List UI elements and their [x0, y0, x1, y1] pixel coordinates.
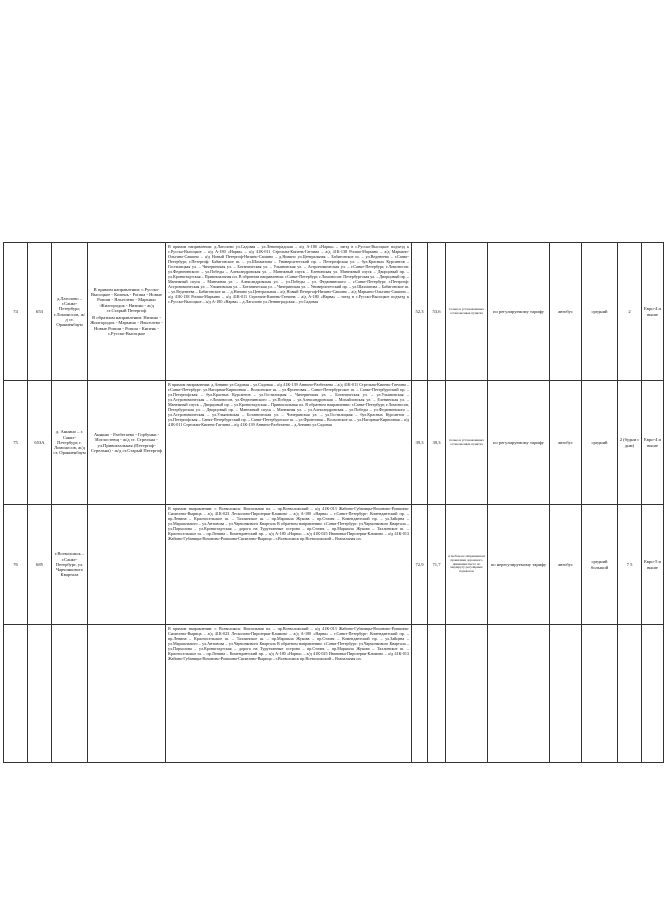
- table-row: [4, 625, 664, 763]
- length-forward: 72,9: [412, 505, 428, 625]
- length-forward: 52,3: [412, 243, 428, 381]
- vehicle-count: 2: [618, 243, 642, 381]
- path-reverse: В обратном направлении: г.Санкт-Петербург, г.Ломоносов: Петербургская ул. – Дворцовый пр. – Манежный спуск – Манежная ул. – Александровская ул. – ул.Победы – ул. Федюнинского – г.Санкт-Петербург, г.Петергоф: Астрономическая ул. – Ульяновская ул. – Ботаническая ул. – Чичеринская ул. – Университетский пр. – ул.Шахматова – Бабигонское ш. – ул.Веденеева – Бабигонское ш. – д.Низино ул.Центральная – а/д Новый Петергоф-Низино-Сашино – а/д Марьино-Ольгино-Сашино – а/д 41К-138 Ропша-Марьино – а/д 41К-011 Стрельна-Кипень-Гатчина – а/д А-180 «Нарва» – заезд в с.Русско-Высоцкое подъезд к с.Русско-Высоцкое – а/д А-180 «Нарва» – д.Лаголово ул.Ленинградская – ул.Садовая: [168, 273, 409, 304]
- row-number: 74: [4, 243, 28, 381]
- tariff: по регулируемому тарифу: [488, 243, 550, 381]
- route-number: [28, 625, 52, 763]
- vehicle-class: [582, 625, 618, 763]
- stops-cell: [88, 243, 166, 381]
- path-cell: [166, 243, 412, 381]
- length-reverse: 53,6: [428, 243, 446, 381]
- length-reverse: 39,3: [428, 381, 446, 505]
- vehicle-class: средний большой: [582, 505, 618, 625]
- boarding-order: [446, 625, 488, 763]
- vehicle-count: [618, 625, 642, 763]
- vehicle-count: 2 (будни с днм): [618, 381, 642, 505]
- vehicle-class: средний: [582, 381, 618, 505]
- length-forward: [412, 625, 428, 763]
- eco-class: Евро-4 и выше: [642, 381, 664, 505]
- route-number: 653: [28, 243, 52, 381]
- vehicle-class: средний: [582, 243, 618, 381]
- table-row: [4, 381, 664, 505]
- row-number: 75: [4, 381, 28, 505]
- route-name: д.Лаголово – г.Санкт-Петербург, г.Ломоносов, ж/д ст. Ораниенбаум: [52, 243, 88, 381]
- path-forward: В прямом направлении: д.Лаголово ул.Садовая – ул.Ленинградская – а/д А-180 «Нарва» – заезд в с.Русско-Высоцкое подъезд к с.Русско-Высоцкое – а/д А-180 «Нарва» – а/д 41К-011 Стрельна-Кипень-Гатчина – а/д 41К-138 Ропша-Марьино – а/д Марьино-Ольгино-Сашино – а/д Новый Петергоф-Низино-Сашино – д.Низино ул.Центральная – Бабигонское ш. – ул.Веденеева – г.Санкт-Петербург, г.Петергоф: Бабигонское ш. – ул.Шахматова – Университетский пр. – Петергофская ул. – бул.Красных Курсантов – Гостилицкая ул. – Чичеринская ул. – Ботаническая ул. – Ульяновская ул. – Астрономическая ул. – г.Санкт-Петербург, г.Ломоносов: ул.Федюнинского – ул.Победы – Александровская ул. – Манежный спуск – Еленинская ул. Манежный спуск – Дворцовый пр. – ул.Кронштадтская – Привокзальная пл.: [168, 244, 409, 279]
- eco-class: [642, 625, 664, 763]
- path-reverse: В обратном направлении: г.Санкт-Петербург, г.Ломоносов, Петербургская ул. – Дворцовый пр. – Манежный спуск – Манежная ул. – ул.Александровская – ул.Победы – ул.Федюнинского – ул.Астрономическая – ул.Ульяновская – Ботаническая ул. – Чичеринская ул. – ул.Гостилицкая – бул.Красных Курсантов – ул.Петергофская – Санкт-Петербургский пр. – Санкт-Петербургское ш. – ул.Фронтовая – Волхонское ш. – ул.Нагорная-Кирпичная – а/д 41К-011 Стрельна-Кипень-Гатчина – а/д 41К-139 Аннино-Разбегаево – д.Аннино ул.Садовая: [168, 401, 409, 427]
- tariff: по нерегулируемому тарифу: [488, 505, 550, 625]
- path-cell: [166, 381, 412, 505]
- path-forward: В прямом направлении: г. Всеволожск: Вокзальная пл. – пр.Всеволожский – а/д 41К-013 Жабино-Губаницы-Вохоново-Ропшина-Сяскелево-Вырица – а/д 41К-023 Лесколово-Пирозерки-Климово – а/д А-180 «Нарва» – г.Санкт-Петербург: Комендантский пр. – пр.Ленина – Красносельское ш. – Таллинское ш. – пр.Маршала Жукова – пр.Стачек – Комендантский пр. – ул.Зайцева – ул.Маршального – ул.Антонова – ул.Чарчонкового Квартала: [168, 626, 409, 646]
- boarding-order: только в установленных остановочных пунктах: [446, 381, 488, 505]
- tariff: по регулируемому тарифу: [488, 381, 550, 505]
- length-reverse: [428, 625, 446, 763]
- path-cell: [166, 505, 412, 625]
- routes-table: [3, 242, 664, 763]
- stops-cell: [88, 505, 166, 625]
- length-forward: 39,3: [412, 381, 428, 505]
- vehicle-type: [550, 625, 582, 763]
- row-number: 76: [4, 505, 28, 625]
- path-reverse: В обратном направлении: г.Санкт-Петербург: ул.Чарчонкового Квартала – ул.Пархолова – ул.Кронштадтская – дорога на Турухтанные острова – пр.Стачек – пр.Маршала Жукова – Таллинское ш. – Красносельское ш. – пр.Ленина – Комендантский пр. – а/д А-180 «Нарва» – а/д 41К-025 Ивановка-Пирозерки-Климово – а/д 41К-013 Жабино-Губаницы-Вохоново-Ропшина-Сяскелево-Вырица – г.Всеволожск пр.Всеволожский – Вокзальная пл.: [168, 640, 410, 661]
- vehicle-type: автобус: [550, 505, 582, 625]
- path-forward: В прямом направлении: д.Аннино ул.Садовая – ул.Садовая – а/д 41К-139 Аннино-Разбегаево – а/д 41К-011 Стрельна-Кипень-Гатчина – г.Санкт-Петербург: ул.Нагорная-Кирпичная – Волхонское ш. – ул.Фронтовая – Санкт-Петербургское ш. – Санкт-Петербургский пр. – ул.Петергофская – бул.Красных Курсантов – ул.Гостилицкая – Чичеринская ул. – Ботаническая ул. – ул.Ульяновская – ул.Астрономическая – г.Ломоносов, ул.Федюнинского – ул.Победы – ул.Александровская – Михайловская ул. – Еленинская ул. – Манежный спуск – Дворцовый пр. – ул.Кронштадтская – Привокзальная пл.: [168, 382, 409, 407]
- eco-class: Евро-4 и выше: [642, 243, 664, 381]
- path-reverse: В обратном направлении: г.Санкт-Петербург: ул.Чарчонкового Квартала – ул.Пархолова – ул.Кронштадтская – дорога на Турухтанные острова – пр.Стачек – пр.Маршала Жукова – Таллинское ш. – Красносельское ш. – пр.Ленина – Комендантский пр. – а/д А-180 «Нарва» – а/д 41К-025 Ивановка-Пирозерки-Климово – а/д 41К-013 Жабино-Губаницы-Вохоново-Ропшина-Сяскелево-Вырица – г.Всеволожск пр.Всеволожский – Вокзальная пл.: [168, 520, 410, 541]
- route-number: 653А: [28, 381, 52, 505]
- stops-forward: В прямом направлении: с.Русско-Высоцкое - Кипень - Ропша - Новые Ропши - Яльгелево - Марьино -Жилгородок - Низино - ж/д ст.Старый Петергоф: [90, 286, 163, 313]
- boarding-order: в любом не запрещенном правилами дорожного движения месте по маршруту регулярных перевозок: [446, 505, 488, 625]
- table-row: [4, 505, 664, 625]
- eco-class: Евро-5 и выше: [642, 505, 664, 625]
- table-row: [4, 243, 664, 381]
- stops-cell: [88, 625, 166, 763]
- vehicle-count: 7 5: [618, 505, 642, 625]
- vehicle-type: автобус: [550, 381, 582, 505]
- row-number: [4, 625, 28, 763]
- stops-forward: Аннино - Разбегаево - Горбунки - Иоглостевщ - ж/д ст. Стрельна - ул.Привокзальная (Петергоф-Стрельна) - ж/д ст.Старый Петергоф: [90, 431, 163, 453]
- tariff: [488, 625, 550, 763]
- route-name: г.Всеволожск – г.Санкт-Петербург, ул. Чарчонкового Квартала: [52, 505, 88, 625]
- route-name: д. Аннино – г. Санкт-Петербург, г. Ломоносов, ж/д ст. Ораниенбаум: [52, 381, 88, 505]
- route-name: [52, 625, 88, 763]
- stops-reverse: В обратном направлении: Низино - Жилгородок - Марьино - Яльгелево - Новые Ропши - Ропша - Кипень - с.Русско-Высоцкое: [90, 315, 163, 336]
- path-cell: [166, 625, 412, 763]
- path-forward: В прямом направлении: г. Всеволожск: Вокзальная пл. – пр.Всеволожский – а/д 41К-013 Жабино-Губаницы-Вохоново-Ропшина-Сяскелево-Вырица – а/д 41К-023 Лесколово-Пирозерки-Климово – а/д А-180 «Нарва» – г.Санкт-Петербург: Комендантский пр. – пр.Ленина – Красносельское ш. – Таллинское ш. – пр.Маршала Жукова – пр.Стачек – Комендантский пр. – ул.Зайцева – ул.Маршального – ул.Антонова – ул.Чарчонкового Квартала: [168, 506, 409, 526]
- stops-cell: [88, 381, 166, 505]
- route-number: 685: [28, 505, 52, 625]
- vehicle-type: автобус: [550, 243, 582, 381]
- length-reverse: 71,7: [428, 505, 446, 625]
- boarding-order: только в установленных остановочных пунктах: [446, 243, 488, 381]
